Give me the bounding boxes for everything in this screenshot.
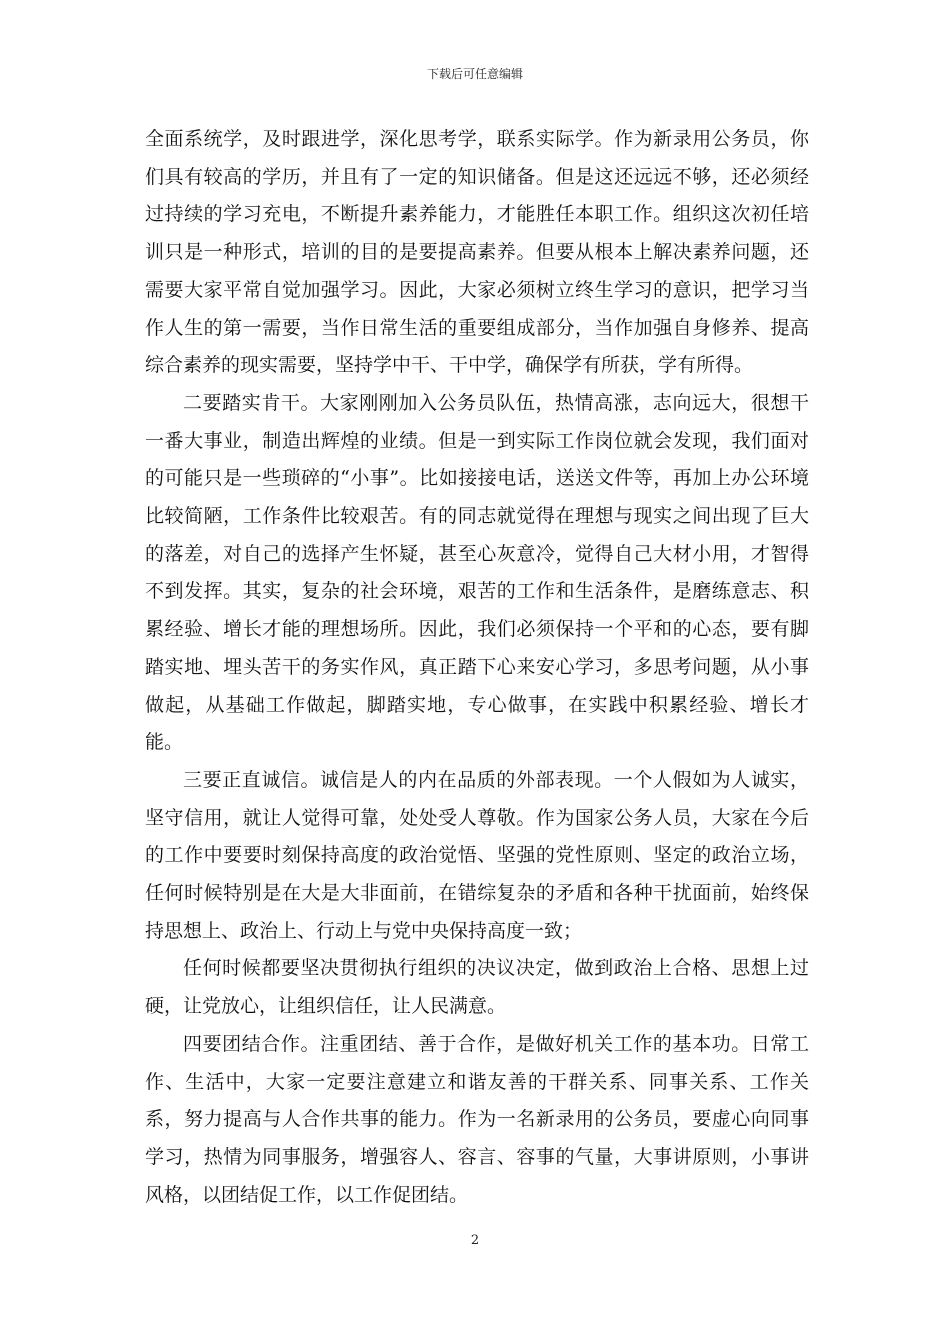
paragraph-dedication: 二要踏实肯干。大家刚刚加入公务员队伍，热情高涨，志向远大，很想干一番大事业，制造出辉煌的业绩。但是一到实际工作岗位就会发现，我们面对的可能只是一些琐碎的“小事”。比如接接电话，送送文件等，再加上办公环境比较简陋，工作条件比较艰苦。有的同志就觉得在理想与现实之间出现了巨大的落差，对自己的选择产生怀疑，甚至心灰意冷，觉得自己大材小用，才智得不到发挥。其实，复杂的社会环境，艰苦的工作和生活条件，是磨练意志、积累经验、增长才能的理想场所。因此，我们必须保持一个平和的心态，要有脚踏实地、埋头苦干的务实作风，真正踏下心来安心学习，多思考问题，从小事做起，从基础工作做起，脚踏实地，专心做事，在实践中积累经验、增长才能。: [145, 391, 809, 754]
paragraph-continued: 全面系统学，及时跟进学，深化思考学，联系实际学。作为新录用公务员，你们具有较高的学历，并且有了一定的知识储备。但是这还远远不够，还必须经过持续的学习充电，不断提升素养能力，才能胜任本职工作。组织这次初任培训只是一种形式，培训的目的是要提高素养。但要从根本上解决素养问题，还需要大家平常自觉加强学习。因此，大家必须树立终生学习的意识，把学习当作人生的第一需要，当作日常生活的重要组成部分，当作加强自身修养、提高综合素养的现实需要，坚持学中干、干中学，确保学有所获，学有所得。: [145, 128, 809, 377]
page-header: 下载后可任意编辑: [426, 67, 523, 81]
paragraph-obedience: 任何时候都要坚决贯彻执行组织的决议决定，做到政治上合格、思想上过硬，让党放心，让组织信任，让人民满意。: [145, 957, 809, 1018]
paragraph-integrity: 三要正直诚信。诚信是人的内在品质的外部表现。一个人假如为人诚实，坚守信用，就让人觉得可靠，处处受人尊敬。作为国家公务人员，大家在今后的工作中要要时刻保持高度的政治觉悟、坚强的党性原则、坚定的政治立场，任何时候特别是在大是大非面前，在错综复杂的矛盾和各种干扰面前，始终保持思想上、政治上、行动上与党中央保持高度一致；: [145, 768, 809, 942]
page-number: 2: [470, 1233, 480, 1248]
document-body: [145, 121, 809, 1214]
paragraph-cooperation: 四要团结合作。注重团结、善于合作，是做好机关工作的基本功。日常工作、生活中，大家一定要注意建立和谐友善的干群关系、同事关系、工作关系，努力提高与人合作共事的能力。作为一名新录用的公务员，要虚心向同事学习，热情为同事服务，增强容人、容言、容事的气量，大事讲原则，小事讲风格，以团结促工作，以工作促团结。: [145, 1032, 809, 1206]
